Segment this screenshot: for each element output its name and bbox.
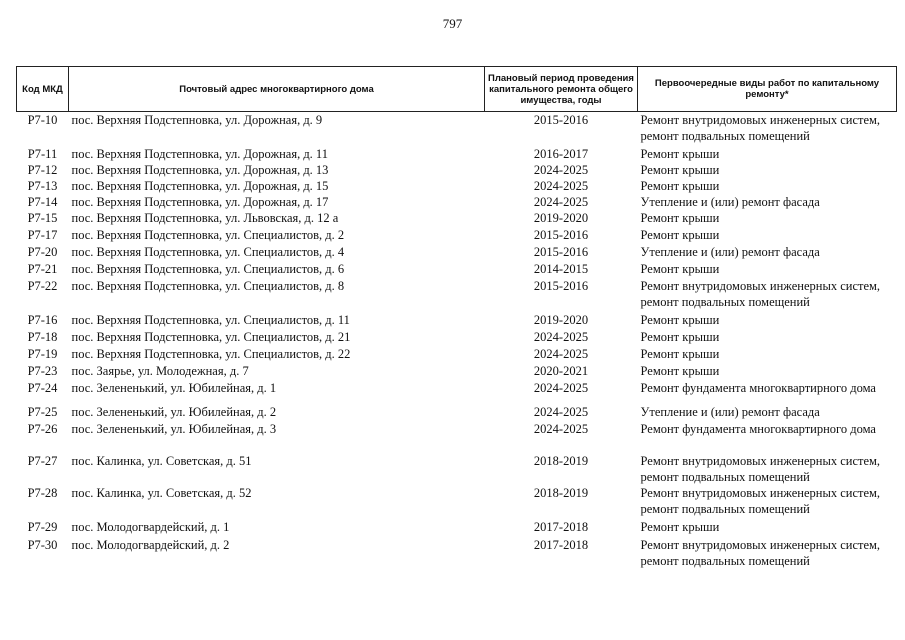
cell-period: 2024-2025 <box>533 162 589 177</box>
cell-address: пос. Верхняя Подстепновка, ул. Дорожная, д. 15 <box>71 178 329 193</box>
page-number: 797 <box>442 16 463 31</box>
table-row <box>17 244 897 261</box>
cell-period: 2015-2016 <box>533 113 589 127</box>
table-row <box>17 261 897 278</box>
cell-code: Р7-24 <box>27 380 58 395</box>
cell-period: 2024-2025 <box>533 329 589 344</box>
cell-period: 2020-2021 <box>533 363 589 378</box>
cell-address: пос. Верхняя Подстепновка, ул. Дорожная, д. 11 <box>71 146 328 161</box>
cell-period: 2018-2019 <box>533 453 589 468</box>
cell-address: пос. Верхняя Подстепновка, ул. Специалистов, д. 6 <box>71 261 345 276</box>
cell-address: пос. Калинка, ул. Советская, д. 51 <box>71 453 252 468</box>
cell-code: Р7-25 <box>27 404 58 419</box>
table-header-row <box>17 67 897 112</box>
cell-works: Ремонт крыши <box>640 329 720 344</box>
header-address: Почтовый адрес многоквартирного дома <box>69 67 485 112</box>
cell-works: Утепление и (или) ремонт фасада <box>640 244 820 259</box>
cell-code: Р7-29 <box>27 519 58 534</box>
cell-period: 2015-2016 <box>533 227 589 242</box>
header-works: Первоочередные виды работ по капитальному ремонту* <box>638 67 897 112</box>
cell-period: 2017-2018 <box>533 537 589 552</box>
cell-address: пос. Зелененький, ул. Юбилейная, д. 1 <box>71 380 277 395</box>
table-row <box>17 178 897 194</box>
table-row <box>17 537 897 571</box>
cell-works: Ремонт крыши <box>640 519 720 534</box>
cell-address: пос. Молодогвардейский, д. 2 <box>71 537 230 552</box>
cell-period: 2015-2016 <box>533 244 589 259</box>
table-row <box>17 421 897 445</box>
cell-period: 2024-2025 <box>533 421 589 436</box>
cell-works: Ремонт крыши <box>640 363 720 378</box>
cell-works: Ремонт внутридомовых инженерных систем, ремонт подвальных помещений <box>640 485 881 516</box>
cell-period: 2018-2019 <box>533 485 589 500</box>
cell-works: Ремонт крыши <box>640 178 720 193</box>
cell-address: пос. Верхняя Подстепновка, ул. Дорожная, д. 13 <box>71 162 329 177</box>
cell-address: пос. Молодогвардейский, д. 1 <box>71 519 230 534</box>
cell-code: Р7-15 <box>27 210 58 225</box>
table-row <box>17 146 897 162</box>
cell-address: пос. Верхняя Подстепновка, ул. Львовская, д. 12 а <box>71 210 339 225</box>
cell-period: 2024-2025 <box>533 380 589 395</box>
cell-address: пос. Верхняя Подстепновка, ул. Специалистов, д. 2 <box>71 227 345 242</box>
cell-code: Р7-27 <box>27 453 58 468</box>
cell-code: Р7-19 <box>27 346 58 361</box>
cell-address: пос. Зелененький, ул. Юбилейная, д. 3 <box>71 421 277 436</box>
table-row <box>17 278 897 312</box>
cell-period: 2019-2020 <box>533 312 589 327</box>
table-row <box>17 404 897 421</box>
cell-period: 2016-2017 <box>533 146 589 161</box>
table-row <box>17 210 897 227</box>
table-row <box>17 194 897 210</box>
cell-code: Р7-26 <box>27 421 58 436</box>
cell-period: 2024-2025 <box>533 346 589 361</box>
cell-code: Р7-13 <box>27 178 58 193</box>
cell-works: Ремонт внутридомовых инженерных систем, ремонт подвальных помещений <box>640 453 881 484</box>
cell-period: 2024-2025 <box>533 194 589 209</box>
cell-works: Ремонт внутридомовых инженерных систем, ремонт подвальных помещений <box>640 113 881 143</box>
cell-address: пос. Верхняя Подстепновка, ул. Специалистов, д. 22 <box>71 346 351 361</box>
cell-works: Ремонт фундамента многоквартирного дома <box>640 421 876 436</box>
cell-code: Р7-21 <box>27 261 58 276</box>
table-row <box>17 380 897 404</box>
cell-address: пос. Верхняя Подстепновка, ул. Дорожная, д. 17 <box>71 194 329 209</box>
cell-works: Утепление и (или) ремонт фасада <box>640 404 820 419</box>
table-row <box>17 346 897 363</box>
cell-works: Утепление и (или) ремонт фасада <box>640 194 820 209</box>
cell-works: Ремонт крыши <box>640 227 720 242</box>
cell-code: Р7-23 <box>27 363 58 378</box>
cell-code: Р7-28 <box>27 485 58 500</box>
cell-works: Ремонт крыши <box>640 261 720 276</box>
table-body <box>17 112 897 571</box>
cell-code: Р7-14 <box>27 194 58 209</box>
cell-works: Ремонт внутридомовых инженерных систем, ремонт подвальных помещений <box>640 278 881 309</box>
cell-code: Р7-12 <box>27 162 58 177</box>
table-row <box>17 485 897 519</box>
cell-code: Р7-16 <box>27 312 58 327</box>
cell-period: 2019-2020 <box>533 210 589 225</box>
cell-period: 2017-2018 <box>533 519 589 534</box>
repair-plan-table <box>16 66 897 571</box>
cell-period: 2014-2015 <box>533 261 589 276</box>
cell-works: Ремонт фундамента многоквартирного дома <box>640 380 876 395</box>
cell-works: Ремонт крыши <box>640 346 720 361</box>
cell-code: Р7-17 <box>27 227 58 242</box>
table-row <box>17 519 897 537</box>
cell-address: пос. Калинка, ул. Советская, д. 52 <box>71 485 252 500</box>
cell-works: Ремонт крыши <box>640 146 720 161</box>
cell-address: пос. Верхняя Подстепновка, ул. Специалистов, д. 8 <box>71 278 345 293</box>
table-row <box>17 329 897 346</box>
cell-code: Р7-22 <box>27 278 58 293</box>
cell-code: Р7-30 <box>27 537 58 552</box>
table-row <box>17 445 897 485</box>
table-row <box>17 312 897 329</box>
cell-works: Ремонт крыши <box>640 210 720 225</box>
cell-works: Ремонт крыши <box>640 312 720 327</box>
table-row <box>17 363 897 380</box>
cell-code: Р7-10 <box>27 113 58 127</box>
cell-address: пос. Верхняя Подстепновка, ул. Специалистов, д. 4 <box>71 244 345 259</box>
cell-address: пос. Верхняя Подстепновка, ул. Специалистов, д. 21 <box>71 329 351 344</box>
cell-period: 2024-2025 <box>533 178 589 193</box>
table-row <box>17 162 897 178</box>
cell-address: пос. Зелененький, ул. Юбилейная, д. 2 <box>71 404 277 419</box>
cell-code: Р7-11 <box>27 146 58 161</box>
cell-address: пос. Заярье, ул. Молодежная, д. 7 <box>71 363 249 378</box>
cell-code: Р7-20 <box>27 244 58 259</box>
header-code: Код МКД <box>17 67 69 112</box>
cell-address: пос. Верхняя Подстепновка, ул. Специалистов, д. 11 <box>71 312 350 327</box>
header-period: Плановый период проведения капитального ремонта общего имущества, годы <box>485 67 638 112</box>
table-row <box>17 227 897 244</box>
cell-period: 2024-2025 <box>533 404 589 419</box>
cell-address: пос. Верхняя Подстепновка, ул. Дорожная, д. 9 <box>71 113 323 127</box>
cell-works: Ремонт внутридомовых инженерных систем, ремонт подвальных помещений <box>640 537 881 568</box>
cell-period: 2015-2016 <box>533 278 589 293</box>
cell-works: Ремонт крыши <box>640 162 720 177</box>
cell-code: Р7-18 <box>27 329 58 344</box>
table-row <box>17 112 897 146</box>
